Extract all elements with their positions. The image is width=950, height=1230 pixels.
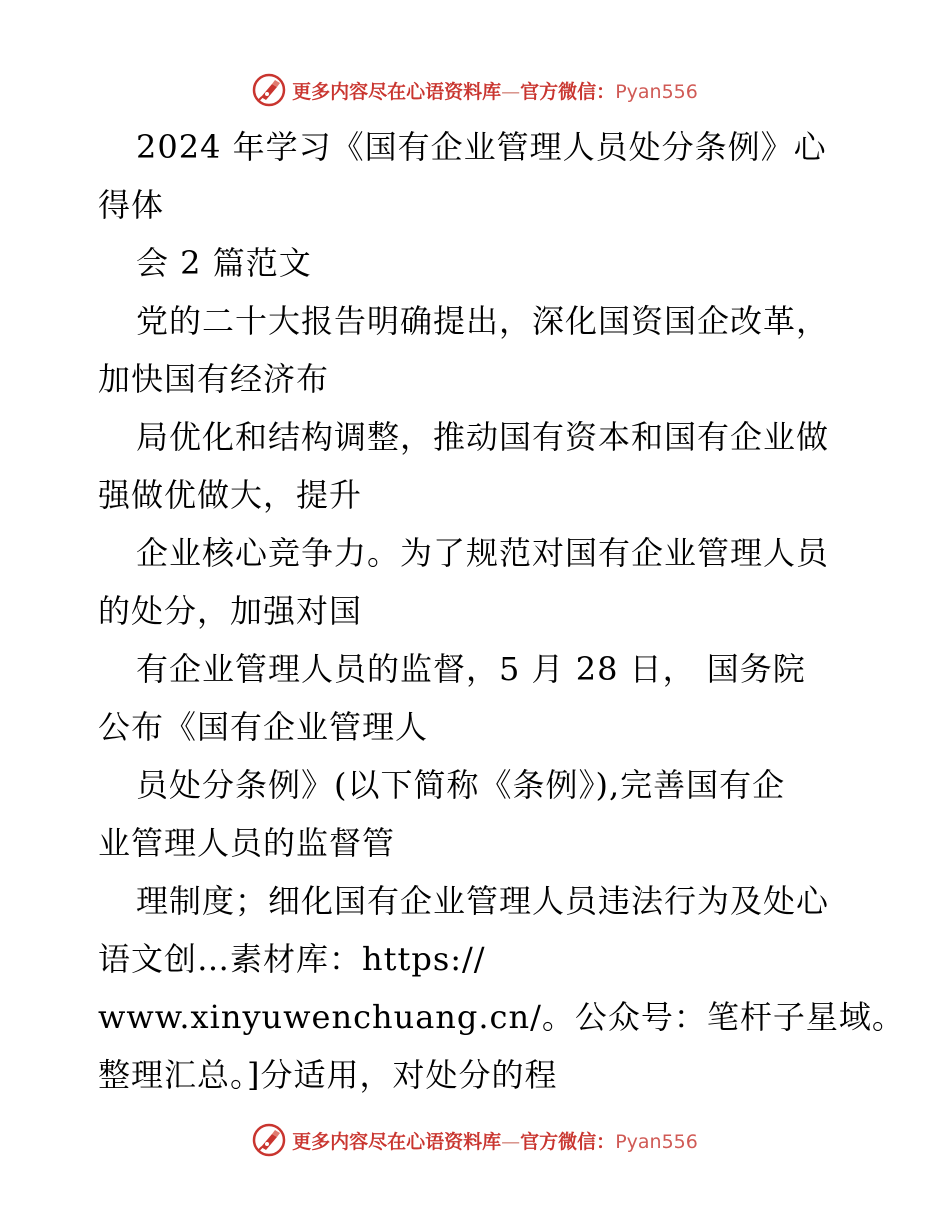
header-separator: —: [501, 80, 521, 103]
text-line: www.xinyuwenchuang.cn/。公众号：笔杆子星域。: [98, 998, 905, 1036]
text-line: 的处分，加强对国: [98, 592, 363, 630]
text-line: 强做优做大，提升: [98, 476, 363, 514]
header-brand: 更多内容尽在心语资料库: [292, 80, 502, 103]
text-line: 员处分条例》(以下简称《条例》),完善国有企: [136, 766, 786, 804]
text-line: 业管理人员的监督管: [98, 824, 396, 862]
footer-wechat-id: Pyan556: [615, 1130, 698, 1153]
footer-brand: 更多内容尽在心语资料库: [292, 1130, 502, 1153]
text-line: 会 2 篇范文: [136, 244, 312, 282]
header-banner: [0, 70, 950, 110]
header-wechat-label: 官方微信：: [520, 80, 616, 103]
text-line: 企业核心竞争力。为了规范对国有企业管理人员: [136, 534, 830, 572]
pen-nib-logo-icon: [252, 73, 286, 107]
footer-banner-text: [292, 1127, 698, 1154]
text-line: 得体: [98, 186, 165, 224]
document-body: [98, 118, 905, 1104]
text-line: 有企业管理人员的监督，5 月 28 日， 国务院: [136, 650, 806, 688]
footer-separator: —: [501, 1130, 521, 1153]
pen-nib-logo-icon: [252, 1123, 286, 1157]
footer-wechat-label: 官方微信：: [520, 1130, 616, 1153]
header-banner-text: [292, 77, 698, 104]
text-line: 党的二十大报告明确提出，深化国资国企改革，: [136, 302, 830, 340]
text-line: 局优化和结构调整，推动国有资本和国有企业做: [136, 418, 830, 456]
footer-banner: [0, 1120, 950, 1160]
text-line: 加快国有经济布: [98, 360, 330, 398]
text-line: 整理汇总。]分适用，对处分的程: [98, 1056, 558, 1094]
text-line: 理制度；细化国有企业管理人员违法行为及处心: [136, 882, 830, 920]
text-line: 2024 年学习《国有企业管理人员处分条例》心: [136, 128, 827, 166]
header-wechat-id: Pyan556: [615, 80, 698, 103]
text-line: 语文创…素材库：https://: [98, 940, 486, 978]
text-line: 公布《国有企业管理人: [98, 708, 429, 746]
